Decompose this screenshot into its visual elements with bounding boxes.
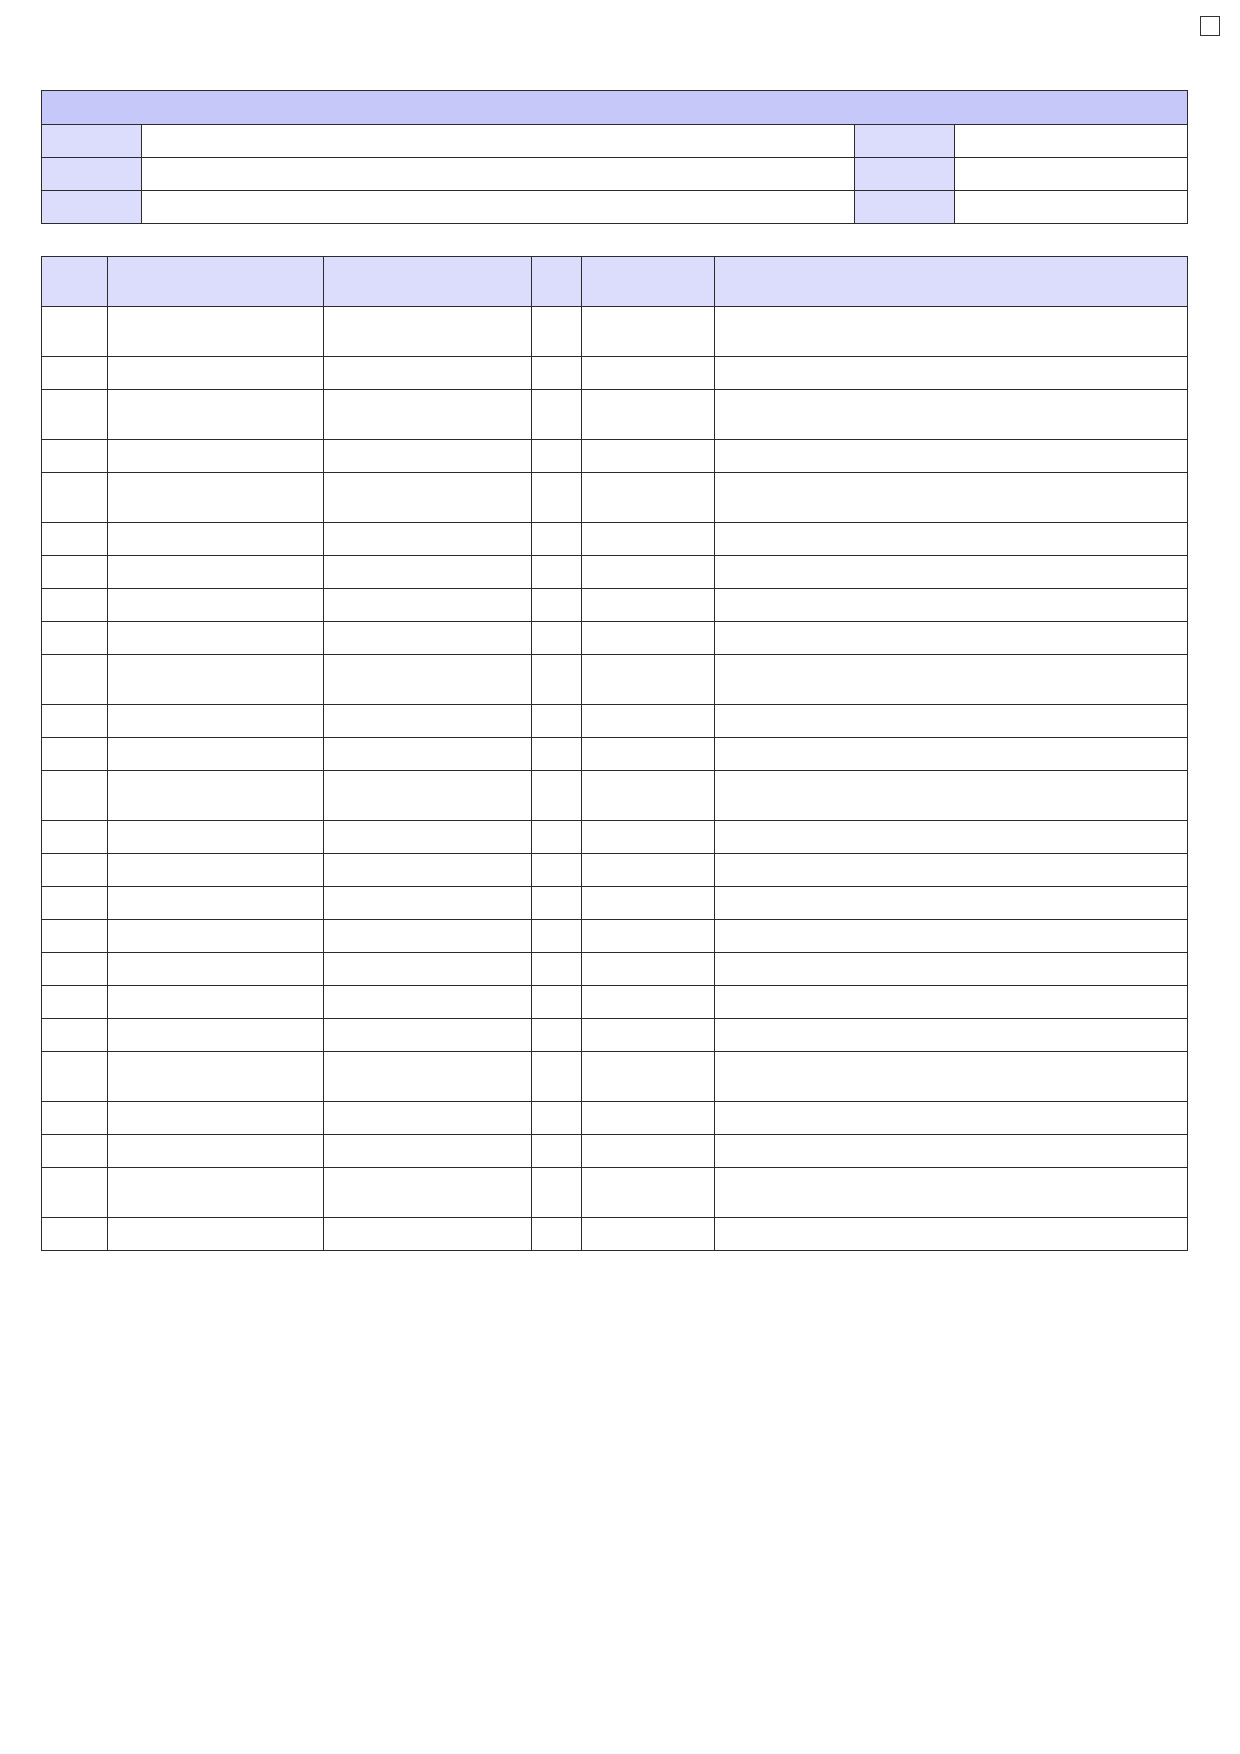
row-note: [715, 920, 1188, 953]
row-name: [324, 738, 532, 771]
row-note: [715, 622, 1188, 655]
row-no: [42, 523, 108, 556]
row-name: [324, 986, 532, 1019]
row-name: [324, 1102, 532, 1135]
table-row: [42, 1102, 1188, 1135]
row-note: [715, 1052, 1188, 1102]
info-value-left: [142, 125, 855, 158]
row-date: [582, 655, 715, 705]
row-qty: [532, 920, 582, 953]
column-header-name: [324, 257, 532, 307]
row-date: [582, 986, 715, 1019]
row-note: [715, 887, 1188, 920]
row-qty: [532, 854, 582, 887]
row-note: [715, 1102, 1188, 1135]
row-name: [324, 887, 532, 920]
row-name: [324, 622, 532, 655]
table-row: [42, 1019, 1188, 1052]
row-date: [582, 473, 715, 523]
row-no: [42, 622, 108, 655]
table-row: [42, 920, 1188, 953]
note-line: [48, 1451, 1208, 1476]
row-name: [324, 357, 532, 390]
row-note: [715, 854, 1188, 887]
row-qty: [532, 440, 582, 473]
row-no: [42, 1052, 108, 1102]
row-code: [108, 920, 324, 953]
info-label-left: [42, 191, 142, 224]
table-row: [42, 589, 1188, 622]
row-date: [582, 589, 715, 622]
table-row: [42, 357, 1188, 390]
row-no: [42, 1218, 108, 1251]
table-row: [42, 523, 1188, 556]
page-corner-checkbox: [1200, 16, 1220, 36]
note-line: [48, 1276, 1208, 1301]
row-qty: [532, 390, 582, 440]
info-label-right: [855, 125, 955, 158]
row-note: [715, 473, 1188, 523]
info-title: [42, 91, 1188, 125]
row-note: [715, 821, 1188, 854]
row-qty: [532, 1135, 582, 1168]
row-no: [42, 655, 108, 705]
row-code: [108, 705, 324, 738]
row-note: [715, 738, 1188, 771]
table-row: [42, 953, 1188, 986]
row-note: [715, 556, 1188, 589]
row-date: [582, 705, 715, 738]
row-code: [108, 556, 324, 589]
row-qty: [532, 771, 582, 821]
row-code: [108, 357, 324, 390]
document-info-table: [41, 90, 1188, 224]
row-date: [582, 622, 715, 655]
column-header-qty: [532, 257, 582, 307]
row-name: [324, 821, 532, 854]
table-row: [42, 622, 1188, 655]
row-code: [108, 821, 324, 854]
info-row: [42, 158, 1188, 191]
table-row: [42, 655, 1188, 705]
info-value-left: [142, 158, 855, 191]
row-code: [108, 1135, 324, 1168]
row-date: [582, 1102, 715, 1135]
row-qty: [532, 986, 582, 1019]
row-code: [108, 771, 324, 821]
table-row: [42, 1168, 1188, 1218]
row-no: [42, 738, 108, 771]
note-line: [48, 1401, 1208, 1426]
row-qty: [532, 357, 582, 390]
row-date: [582, 1052, 715, 1102]
table-row: [42, 556, 1188, 589]
row-code: [108, 887, 324, 920]
row-code: [108, 655, 324, 705]
row-code: [108, 854, 324, 887]
note-line: [48, 1301, 1208, 1326]
row-no: [42, 440, 108, 473]
row-no: [42, 920, 108, 953]
row-note: [715, 1019, 1188, 1052]
table-row: [42, 473, 1188, 523]
info-label-left: [42, 158, 142, 191]
row-name: [324, 953, 532, 986]
row-date: [582, 771, 715, 821]
items-table: [41, 256, 1188, 1251]
row-note: [715, 523, 1188, 556]
row-name: [324, 390, 532, 440]
row-code: [108, 1052, 324, 1102]
column-header-no: [42, 257, 108, 307]
row-name: [324, 440, 532, 473]
row-code: [108, 1102, 324, 1135]
row-date: [582, 920, 715, 953]
row-code: [108, 1168, 324, 1218]
row-date: [582, 556, 715, 589]
column-header-date: [582, 257, 715, 307]
row-date: [582, 887, 715, 920]
info-row: [42, 125, 1188, 158]
row-code: [108, 1019, 324, 1052]
note-line: [48, 1476, 1208, 1501]
row-no: [42, 1102, 108, 1135]
notes-section: [48, 1276, 1208, 1501]
table-row: [42, 307, 1188, 357]
row-no: [42, 1019, 108, 1052]
row-qty: [532, 523, 582, 556]
row-date: [582, 523, 715, 556]
info-title-row: [42, 91, 1188, 125]
row-note: [715, 705, 1188, 738]
row-note: [715, 589, 1188, 622]
row-date: [582, 1135, 715, 1168]
row-qty: [532, 473, 582, 523]
row-note: [715, 1218, 1188, 1251]
note-line: [48, 1351, 1208, 1376]
row-date: [582, 390, 715, 440]
row-date: [582, 953, 715, 986]
row-no: [42, 589, 108, 622]
row-date: [582, 854, 715, 887]
row-date: [582, 1168, 715, 1218]
row-name: [324, 1052, 532, 1102]
row-date: [582, 1218, 715, 1251]
row-name: [324, 1168, 532, 1218]
row-note: [715, 390, 1188, 440]
row-code: [108, 622, 324, 655]
row-note: [715, 357, 1188, 390]
table-row: [42, 705, 1188, 738]
row-name: [324, 1218, 532, 1251]
row-name: [324, 854, 532, 887]
table-row: [42, 771, 1188, 821]
table-row: [42, 390, 1188, 440]
row-qty: [532, 1168, 582, 1218]
table-row: [42, 887, 1188, 920]
row-qty: [532, 1052, 582, 1102]
row-name: [324, 1019, 532, 1052]
info-value-right: [955, 125, 1188, 158]
row-code: [108, 738, 324, 771]
row-date: [582, 440, 715, 473]
row-date: [582, 821, 715, 854]
row-no: [42, 556, 108, 589]
row-qty: [532, 1218, 582, 1251]
items-header-row: [42, 257, 1188, 307]
row-name: [324, 655, 532, 705]
row-qty: [532, 655, 582, 705]
info-label-right: [855, 158, 955, 191]
row-note: [715, 1135, 1188, 1168]
row-code: [108, 986, 324, 1019]
row-no: [42, 390, 108, 440]
row-code: [108, 953, 324, 986]
row-no: [42, 1168, 108, 1218]
document-footer-line: [48, 1694, 1198, 1718]
row-name: [324, 307, 532, 357]
row-date: [582, 307, 715, 357]
row-code: [108, 440, 324, 473]
row-date: [582, 1019, 715, 1052]
row-no: [42, 986, 108, 1019]
row-qty: [532, 953, 582, 986]
row-code: [108, 473, 324, 523]
row-qty: [532, 1102, 582, 1135]
row-qty: [532, 887, 582, 920]
row-code: [108, 390, 324, 440]
row-qty: [532, 556, 582, 589]
row-name: [324, 920, 532, 953]
row-date: [582, 738, 715, 771]
table-row: [42, 854, 1188, 887]
row-date: [582, 357, 715, 390]
row-no: [42, 854, 108, 887]
row-qty: [532, 705, 582, 738]
row-qty: [532, 1019, 582, 1052]
table-row: [42, 1052, 1188, 1102]
row-name: [324, 1135, 532, 1168]
table-row: [42, 1135, 1188, 1168]
row-code: [108, 1218, 324, 1251]
note-line: [48, 1376, 1208, 1401]
table-row: [42, 738, 1188, 771]
row-note: [715, 440, 1188, 473]
row-code: [108, 589, 324, 622]
table-row: [42, 821, 1188, 854]
row-no: [42, 473, 108, 523]
column-header-code: [108, 257, 324, 307]
row-no: [42, 771, 108, 821]
row-no: [42, 887, 108, 920]
row-name: [324, 523, 532, 556]
row-note: [715, 771, 1188, 821]
row-note: [715, 986, 1188, 1019]
info-value-left: [142, 191, 855, 224]
table-row: [42, 1218, 1188, 1251]
row-name: [324, 771, 532, 821]
row-qty: [532, 821, 582, 854]
note-line: [48, 1426, 1208, 1451]
row-note: [715, 1168, 1188, 1218]
row-name: [324, 705, 532, 738]
row-qty: [532, 307, 582, 357]
info-label-left: [42, 125, 142, 158]
row-name: [324, 589, 532, 622]
row-note: [715, 953, 1188, 986]
row-name: [324, 556, 532, 589]
row-no: [42, 953, 108, 986]
row-name: [324, 473, 532, 523]
row-no: [42, 821, 108, 854]
column-header-note: [715, 257, 1188, 307]
row-no: [42, 1135, 108, 1168]
info-label-right: [855, 191, 955, 224]
row-no: [42, 357, 108, 390]
info-value-right: [955, 191, 1188, 224]
row-qty: [532, 622, 582, 655]
row-qty: [532, 738, 582, 771]
document-header-line: [48, 40, 1108, 64]
row-code: [108, 523, 324, 556]
table-row: [42, 986, 1188, 1019]
info-value-right: [955, 158, 1188, 191]
info-row: [42, 191, 1188, 224]
row-code: [108, 307, 324, 357]
table-row: [42, 440, 1188, 473]
row-no: [42, 307, 108, 357]
row-no: [42, 705, 108, 738]
note-line: [48, 1326, 1208, 1351]
row-note: [715, 655, 1188, 705]
row-qty: [532, 589, 582, 622]
row-note: [715, 307, 1188, 357]
